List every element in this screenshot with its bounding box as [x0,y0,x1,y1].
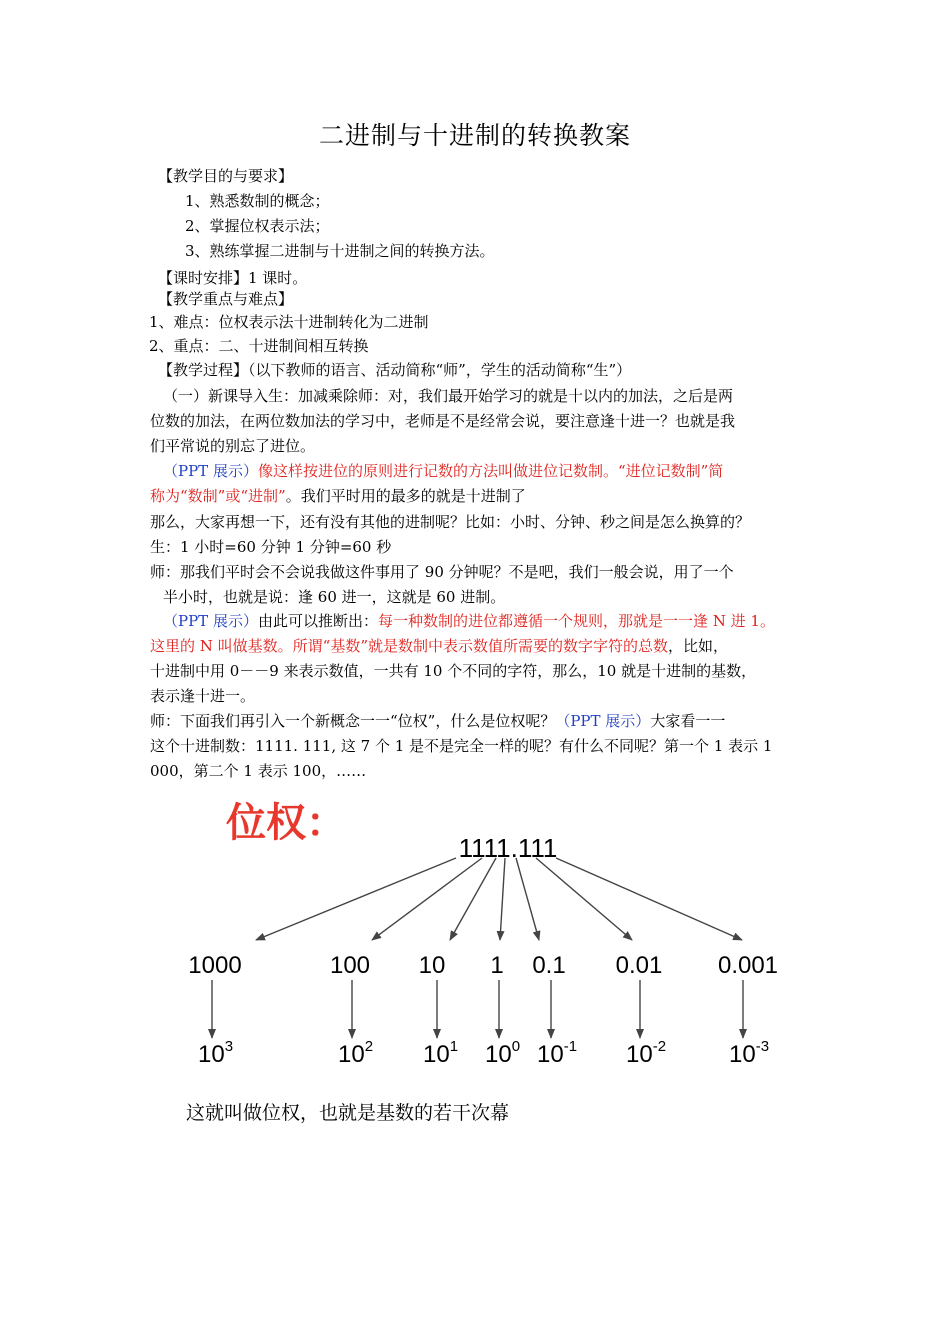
power-of-ten: $10^0$ [485,1038,521,1068]
paragraph-line: 生：1 小时=60 分钟 1 分钟=60 秒 [150,538,392,556]
goal-item: 2、掌握位权表示法； [185,217,330,235]
paragraph-line: 们平常说的别忘了进位。 [150,437,316,455]
focus-header: 【教学重点与难点】 [158,290,294,308]
place-value-diagram [0,790,950,1080]
paragraph-line: 师：那我们平时会不会说我做这件事用了 90 分钟呢？不是吧，我们一般会说，用了一个 [150,563,734,581]
highlight-text: 称为“数制”或“进制” [150,487,286,505]
process-header: 【教学过程】（以下教师的语言、活动简称“师”，学生的活动简称“生”） [158,361,632,379]
paragraph-line: 这个十进制数：1111. 111, 这 7 个 1 是不是完全一样的呢？有什么不同呢？第一个 1 表示 1 [150,737,773,755]
power-group [198,1038,769,1068]
ppt-tag: （PPT 展示） [163,612,258,630]
ppt-paragraph-line: （PPT 展示）由此可以推断出：每一种数制的进位都遵循一个规则，那就是一一逢 N 进 1。 [163,612,775,630]
paragraph-line: 十进制中用 0－－9 来表示数值，一共有 10 个不同的字符，那么，10 就是十进制的基数， [150,662,757,680]
schedule: 【课时安排】1 课时。 [158,269,308,287]
power-of-ten: $10^{-2}$ [626,1038,667,1068]
ppt-tag: （PPT 展示） [555,712,651,730]
arrow [516,858,539,940]
highlight-text: 像这样按进位的原则进行记数的方法叫做进位记数制。“进位记数制”简 [257,462,724,480]
highlight-text: 每一种数制的进位都遵循一个规则，那就是一一逢 N 进 1。 [377,612,775,630]
difficulty: 1、难点：位权表示法十进制转化为二进制 [149,313,429,331]
power-of-ten: $10^2$ [338,1038,374,1068]
power-of-ten: $10^1$ [423,1038,459,1068]
place-value: 0.01 [615,952,663,979]
caption: 这就叫做位权，也就是基数的若干次幕 [186,1102,510,1124]
ppt-tag: （PPT 展示） [163,462,258,480]
paragraph-line: 位数的加法，在两位数加法的学习中，老师是不是经常会说，要注意逢十进一？也就是我 [150,412,736,430]
paragraph-line: 半小时，也就是说：逢 60 进一，这就是 60 进制。 [163,588,506,606]
value-group [188,952,778,979]
ppt-paragraph-line: 这里的 N 叫做基数。所谓“基数”就是数制中表示数值所需要的数字字符的总数，比如， [150,637,729,655]
paragraph-line: 000，第二个 1 表示 100，…… [150,762,367,780]
key-point: 2、重点：二、十进制间相互转换 [149,337,369,355]
goals-header: 【教学目的与要求】 [158,167,294,185]
goal-item: 3、熟练掌握二进制与十进制之间的转换方法。 [185,242,495,260]
ppt-paragraph-line: 称为“数制”或“进制”。我们平时用的最多的就是十进制了 [150,487,526,505]
ppt-paragraph-line: 师：下面我们再引入一个新概念一一“位权”，什么是位权呢？（PPT 展示）大家看一一 [150,712,726,730]
place-value: 0.001 [717,952,779,979]
place-value: 1 [490,952,504,979]
place-value: 0.1 [532,952,566,979]
power-of-ten: $10^{-1}$ [537,1038,578,1068]
diagram-number: 1111.111 [458,833,558,863]
page-title: 二进制与十进制的转换教案 [318,121,631,150]
arrow [450,858,496,940]
paragraph-line: 表示逢十进一。 [150,687,256,705]
arrow [500,858,505,940]
paragraph-line: （一）新课导入生：加减乘除师：对，我们最开始学习的就是十以内的加法，之后是两 [163,387,734,405]
goal-item: 1、熟悉数制的概念； [185,192,330,210]
arrow-group [212,858,743,1038]
place-value: 1000 [188,952,242,979]
ppt-paragraph-line [163,461,723,481]
power-of-ten: $10^3$ [198,1038,234,1068]
highlight-text: 这里的 N 叫做基数。所谓“基数”就是数制中表示数值所需要的数字字符的总数 [150,637,669,655]
paragraph-line: 那么，大家再想一下，还有没有其他的进制呢？比如：小时、分钟、秒之间是怎么换算的？ [150,513,751,531]
place-value: 100 [329,952,371,979]
diagram-heading: 位权： [226,801,346,845]
power-of-ten: $10^{-3}$ [729,1038,770,1068]
place-value: 10 [418,952,446,979]
